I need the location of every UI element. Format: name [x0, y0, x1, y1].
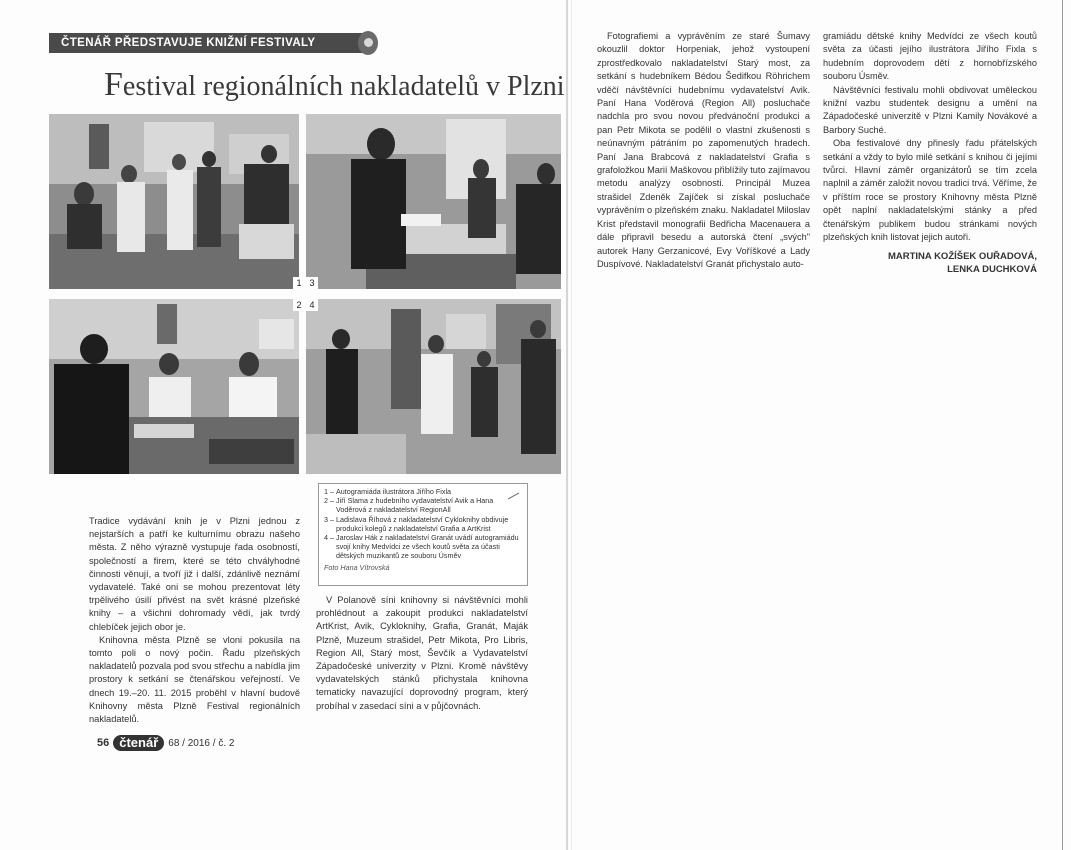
section-banner: ČTENÁŘ PŘEDSTAVUJE KNIŽNÍ FESTIVALY — [49, 33, 367, 53]
page-footer — [97, 735, 234, 751]
caption-item: 3 – Ladislava Říhová z nakladatelství Cykloknihy obdivuje produkci kolegů z nakladatelství Grafia a ArtKrist — [324, 514, 509, 533]
page-number: 56 — [97, 737, 110, 749]
photo-number-3: 3 — [306, 277, 318, 289]
article-column-2 — [316, 594, 528, 713]
article-authors — [820, 250, 1037, 276]
page-fold — [566, 0, 568, 850]
photo-caption-box — [318, 483, 528, 586]
author-2: LENKA DUCHKOVÁ — [947, 264, 1037, 275]
page-fold-shadow — [571, 0, 572, 850]
banner-dot — [364, 38, 373, 47]
author-1: MARTINA KOŽÍŠEK OUŘADOVÁ, — [887, 251, 1037, 262]
photo-number-2: 2 — [293, 299, 305, 311]
paragraph: gramiádu dětské knihy Medvídci ze všech koutů světa za účasti jejího ilustrátora Jiřího Fixla s hudebním doprovodem dětí z hornobřízského souboru Úsměv. — [823, 31, 1037, 82]
photo-credit: Foto Hana Vítrovská — [324, 562, 390, 572]
caption-item: 2 – Jiří Slama z hudebního vydavatelství Avik a Hana Voděrová z nakladatelství RegionAll — [324, 496, 494, 515]
article-column-3 — [597, 30, 810, 271]
paragraph: Oba festivalové dny přinesly řadu přátelských setkání a vždy to bylo milé setkání s knihou či jejími tvůrci. Hlavní záměr organizátorů se tím zcela naplnil a záměr založit novou tradici trvá. Věříme, že v příštím roce se prostory Knihovny města Plzně opět naplní nakladatelskými stánky a před čtenářským publikem budou stránkami nových plzeňských knih listovat jejich autoři. — [823, 138, 1037, 243]
pen-mark-icon — [507, 492, 521, 500]
photo-number-4: 4 — [306, 299, 318, 311]
paragraph: Fotografiemi a vyprávěním ze staré Šumavy okouzlil doktor Horpeniak, jehož vystoupení zprostředkovalo nakladatelství Starý most, za setkání s hudebníkem Bédou Šedifkou Röhrichem vděčí návštěvníci hudebnímu vydavatelství Avik. Paní Hana Voděrová (Region All) posluchače nadchla pro svou novou předvánoční produkci a pan Petr Mikota se podělil o vlastní zkušenosti s neúnavným pátráním po zapomenutých hradech. Paní Jana Brabcová z nakladatelství Grafia s grafoložkou Marií Maškovou přiblížily tuto zajímavou metodu analýzy osobnosti. Principál Muzea strašidel Zdeněk Zajíček si získal posluchače vyprávěním o plzeňském znaku. Nakladatel Miloslav Krist představil monografii Bedřicha Macenauera a dále připravil besedu a autorská čtení „svých" autorek Hany Gerzanicové, Evy Voříškové a Lady Duspívové. Nakladatelství Granát přichystalo auto- — [597, 31, 810, 269]
photo-3-book-stands — [306, 114, 561, 289]
issue-info: 68 / 2016 / č. 2 — [168, 737, 235, 749]
scan-edge — [1062, 0, 1063, 850]
photo-4-children-musicians — [306, 299, 561, 474]
paragraph: Návštěvníci festivalu mohli obdivovat uměleckou knižní vazbu studentek designu a umění na Západočeské univerzitě v Plzni Kamily Novákové a Barbory Suché. — [823, 84, 1037, 135]
photo-1-autograph-session — [49, 114, 299, 289]
photo-2-publishers-table — [49, 299, 299, 474]
magazine-logo: čtenář — [113, 735, 164, 751]
paragraph: Tradice vydávání knih je v Plzni jednou z nejstarších a patří ke kulturnímu obrazu našeho města. Z něho výrazně vystupuje řada osobností, společností a firem, které se této chvályhodné činnosti věnují, a tvoří již i další, zdánlivě neznámí vydavatelé. Také oni se mohou prezentovat léty trpělivého úsilí přivést na svět krásné plzeňské knihy – a všichni dohromady vědí, jak tvrdý chlebíček jejich obor je. — [89, 516, 300, 632]
photo-number-1: 1 — [293, 277, 305, 289]
caption-item: 4 – Jaroslav Hák z nakladatelství Granát uvádí autogramiádu svojí knihy Medvídci ze všech koutů světa za účasti dětských muzikantů ze souboru Úsměv — [324, 533, 519, 561]
paragraph: V Polanově síni knihovny si návštěvníci mohli prohlédnout a zakoupit produkci nakladatelství ArtKrist, Avik, Cykloknihy, Grafia, Granát, Maják Plzně, Muzeum strašidel, Petr Mikota, Pro Libris, Region All, Starý most, Ševčík a Vydavatelství Západočeské univerzity v Plzni. Kromě návštěvy vydavatelských stánků přichystala knihovna tematicky navazující doprovodný program, který probíhal v zasedací síni a v půjčovnách. — [316, 595, 528, 711]
title-text: estival regionálních nakladatelů v Plzni — [122, 71, 565, 102]
paragraph: Knihovna města Plzně se vloni pokusila na tomto poli o nový počin. Řadu plzeňských nakladatelů pozvala pod svou střechu a nabídla jim prostory k setkání se čtenářskou veřejností. Ve dnech 19.–20. 11. 2015 proběhl v hlavní budově Knihovny města Plzně Festival regionálních nakladatelů. — [89, 634, 300, 725]
article-column-4 — [823, 30, 1037, 245]
article-column-1 — [89, 515, 300, 726]
title-dropcap: F — [104, 66, 123, 103]
caption-item: 1 – Autogramiáda ilustrátora Jiřího Fixla — [324, 487, 452, 496]
article-title — [104, 66, 565, 104]
